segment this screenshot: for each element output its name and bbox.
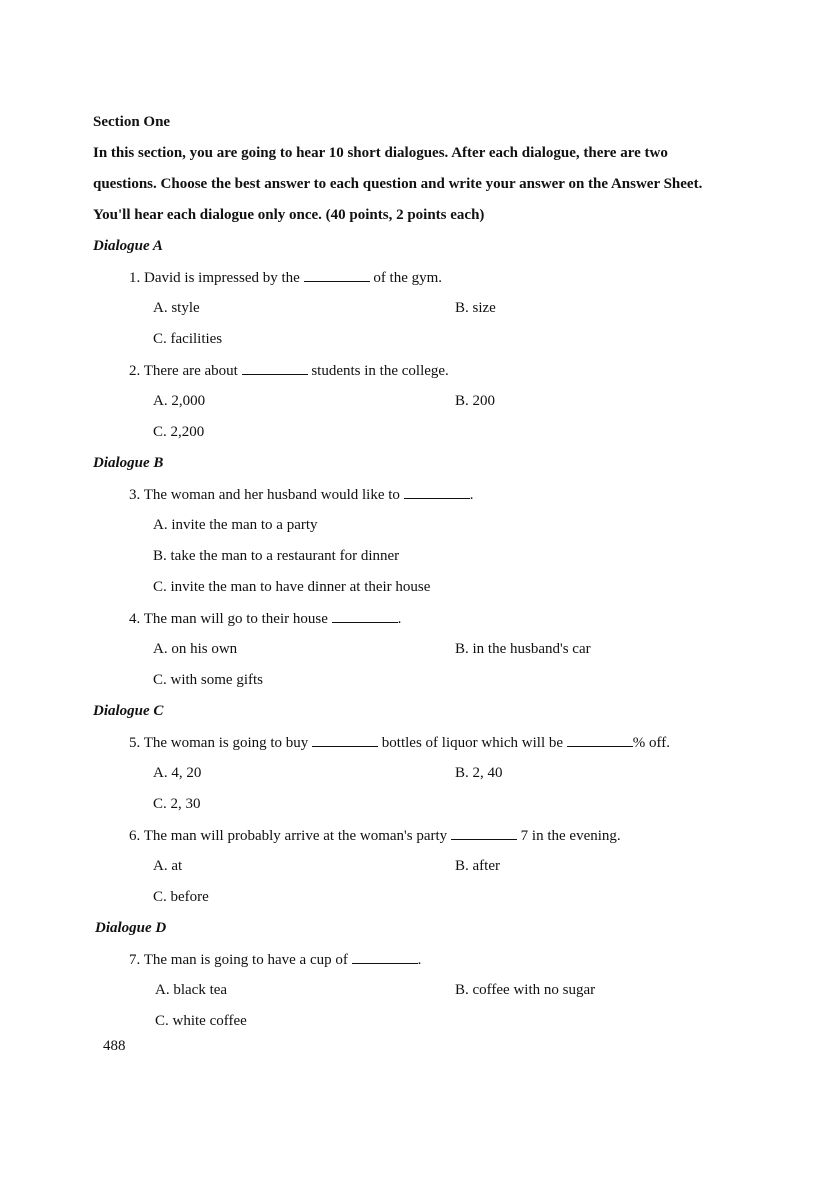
- option-4c: C. with some gifts: [153, 672, 264, 688]
- dialogue-b-heading: Dialogue B: [93, 455, 164, 471]
- option-7a: A. black tea: [155, 982, 228, 998]
- dialogue-d-heading: Dialogue D: [95, 920, 167, 936]
- question-3: [129, 484, 473, 505]
- question-5-text-end: % off.: [632, 735, 670, 751]
- question-2-text-start: 2. There are about: [129, 363, 242, 379]
- answer-blank: [242, 360, 308, 375]
- answer-blank: [567, 732, 633, 747]
- option-5c: C. 2, 30: [153, 796, 201, 812]
- option-1b: B. size: [455, 300, 496, 316]
- option-3a: A. invite the man to a party: [153, 517, 318, 533]
- question-1: [129, 267, 442, 288]
- dialogue-a-heading: Dialogue A: [93, 238, 163, 254]
- question-5: [129, 732, 670, 753]
- question-6-text-start: 6. The man will probably arrive at the woman's party: [129, 828, 451, 844]
- option-6b: B. after: [455, 858, 500, 874]
- option-5b: B. 2, 40: [455, 765, 503, 781]
- question-4-text-start: 4. The man will go to their house: [129, 611, 332, 627]
- option-4a: A. on his own: [153, 641, 238, 657]
- answer-blank: [404, 484, 470, 499]
- page-number: 488: [103, 1038, 126, 1054]
- question-4: [129, 608, 401, 629]
- option-1a: A. style: [153, 300, 200, 316]
- option-1c: C. facilities: [153, 331, 223, 347]
- question-7-text-start: 7. The man is going to have a cup of: [129, 952, 352, 968]
- answer-blank: [352, 949, 418, 964]
- option-6c: C. before: [153, 889, 209, 905]
- option-3c: C. invite the man to have dinner at their house: [153, 579, 431, 595]
- answer-blank: [304, 267, 370, 282]
- option-7b: B. coffee with no sugar: [455, 982, 596, 998]
- question-3-text-start: 3. The woman and her husband would like to: [129, 487, 404, 503]
- answer-blank: [312, 732, 378, 747]
- question-7-text-end: .: [417, 952, 422, 968]
- question-2: [129, 360, 449, 381]
- question-5-text-start: 5. The woman is going to buy: [129, 735, 313, 751]
- question-2-text-end: students in the college.: [307, 363, 449, 379]
- option-2b: B. 200: [455, 393, 496, 409]
- question-1-text-end: of the gym.: [369, 270, 443, 286]
- question-1-text-start: 1. David is impressed by the: [129, 270, 304, 286]
- option-5a: A. 4, 20: [153, 765, 202, 781]
- option-2c: C. 2,200: [153, 424, 205, 440]
- instruction-line-2: questions. Choose the best answer to each question and write your answer on the Answer Sheet.: [93, 176, 703, 192]
- option-6a: A. at: [153, 858, 183, 874]
- option-7c: C. white coffee: [155, 1013, 247, 1029]
- instruction-line-1: In this section, you are going to hear 10 short dialogues. After each dialogue, there are two: [93, 145, 668, 161]
- answer-blank: [451, 825, 517, 840]
- option-2a: A. 2,000: [153, 393, 206, 409]
- question-6-text-end: 7 in the evening.: [516, 828, 621, 844]
- answer-blank: [332, 608, 398, 623]
- question-4-text-end: .: [397, 611, 402, 627]
- section-title: Section One: [93, 114, 171, 130]
- question-3-text-end: .: [469, 487, 474, 503]
- option-3b: B. take the man to a restaurant for dinner: [153, 548, 400, 564]
- question-7: [129, 949, 421, 970]
- question-6: [129, 825, 621, 846]
- question-5-text-middle: bottles of liquor which will be: [378, 735, 567, 751]
- instruction-line-3: You'll hear each dialogue only once. (40 points, 2 points each): [93, 207, 485, 223]
- dialogue-c-heading: Dialogue C: [93, 703, 164, 719]
- option-4b: B. in the husband's car: [455, 641, 591, 657]
